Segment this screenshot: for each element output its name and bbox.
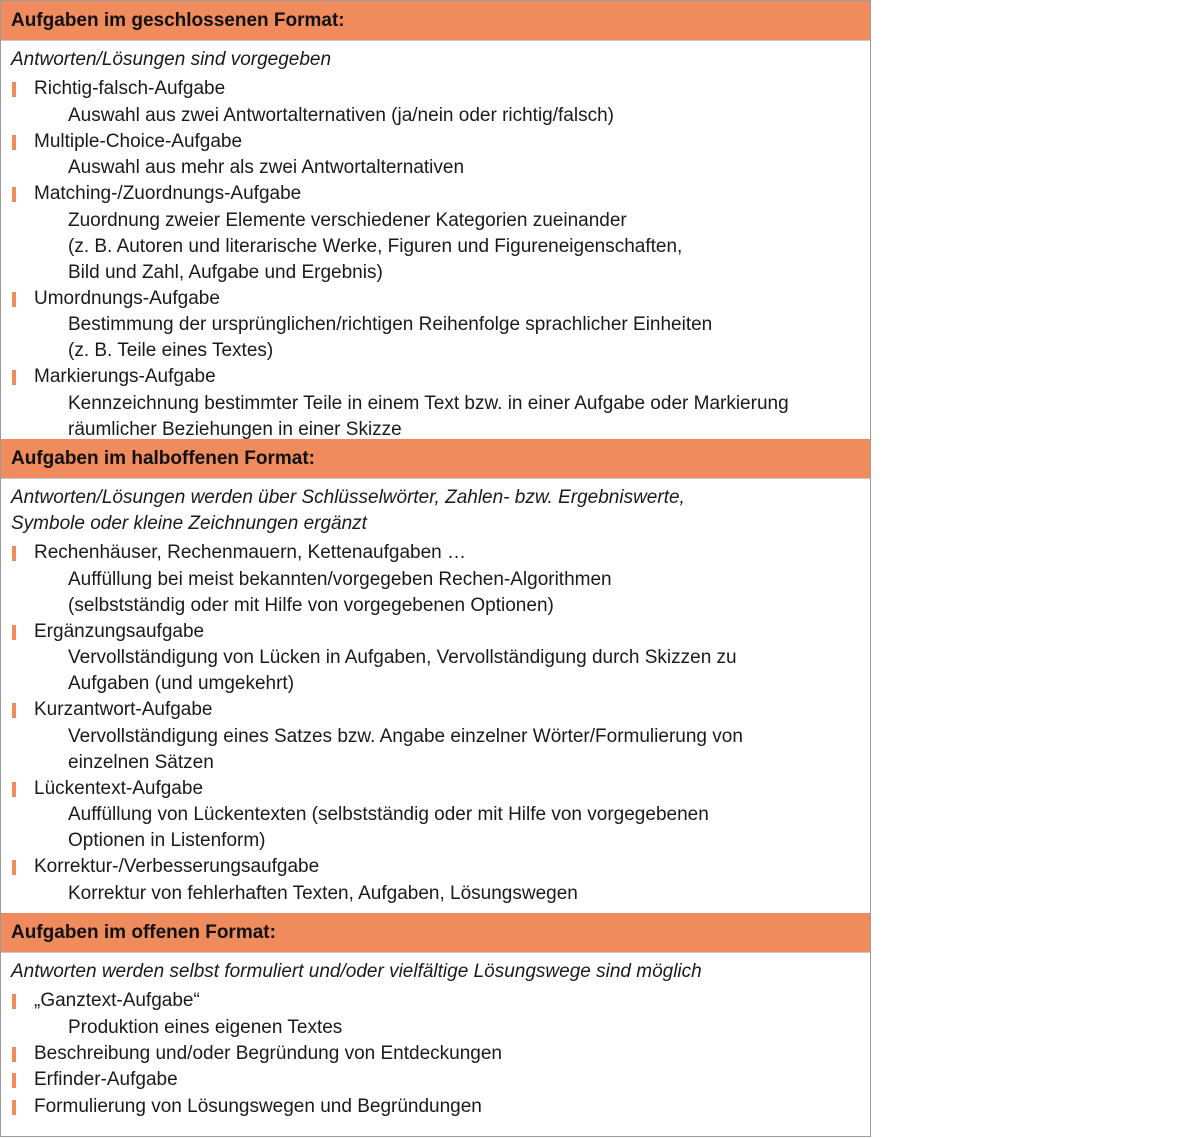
- item-title: Formulierung von Lösungswegen und Begründungen: [34, 1095, 482, 1117]
- item-title: Multiple-Choice-Aufgabe: [34, 130, 243, 152]
- item-title: „Ganztext-Aufgabe“: [34, 990, 200, 1011]
- bullet-bar-icon: [12, 860, 16, 875]
- bullet-bar-icon: [12, 135, 16, 150]
- section-intro: Antworten/Lösungen sind vorgegeben: [11, 49, 332, 70]
- section-header: Aufgaben im halboffenen Format:: [1, 439, 870, 479]
- item-description: Auswahl aus zwei Antwortalternativen (ja/nein oder richtig/falsch): [68, 104, 614, 126]
- item-title: Beschreibung und/oder Begründung von Entdeckungen: [34, 1042, 502, 1064]
- item-description: Bestimmung der ursprünglichen/richtigen Reihenfolge sprachlicher Einheiten (z. B. Teile eines Textes): [68, 314, 713, 361]
- list-item: [11, 619, 860, 698]
- item-description: Auswahl aus mehr als zwei Antwortalternativen: [68, 157, 465, 178]
- list-item: [11, 1067, 860, 1094]
- item-title: Ergänzungsaufgabe: [34, 620, 205, 642]
- section-closed-format: [1, 1, 870, 439]
- bullet-bar-icon: [12, 1073, 16, 1088]
- list-item: [11, 988, 860, 1041]
- item-title: Korrektur-/Verbesserungsaufgabe: [34, 856, 320, 877]
- list-item: [11, 286, 860, 365]
- section-body: [1, 479, 870, 913]
- list-item: [11, 181, 860, 286]
- item-description: Produktion eines eigenen Textes: [68, 1016, 343, 1038]
- item-description: Zuordnung zweier Elemente verschiedener Kategorien zueinander (z. B. Autoren und literarische Werke, Figuren und Figureneigenschaften, Bild und Zahl, Aufgabe und Ergebnis): [68, 209, 683, 283]
- list-item: [11, 76, 860, 129]
- list-item: [11, 697, 860, 776]
- list-item: [11, 364, 860, 443]
- section-intro: Antworten/Lösungen werden über Schlüsselwörter, Zahlen- bzw. Ergebniswerte, Symbole oder kleine Zeichnungen ergänzt: [11, 487, 685, 534]
- bullet-bar-icon: [12, 292, 16, 307]
- item-title: Kurzantwort-Aufgabe: [34, 699, 213, 720]
- item-description: Vervollständigung von Lücken in Aufgaben, Vervollständigung durch Skizzen zu Aufgaben (und umgekehrt): [68, 647, 737, 694]
- item-title: Erfinder-Aufgabe: [34, 1069, 178, 1090]
- section-header: Aufgaben im offenen Format:: [1, 913, 870, 953]
- item-title: Markierungs-Aufgabe: [34, 366, 216, 387]
- bullet-bar-icon: [12, 625, 16, 640]
- list-item: [11, 1041, 860, 1068]
- item-description: Auffüllung bei meist bekannten/vorgegeben Rechen-Algorithmen (selbstständig oder mit Hilfe von vorgegebenen Optionen): [68, 568, 612, 616]
- item-description: Kennzeichnung bestimmter Teile in einem Text bzw. in einer Aufgabe oder Markierung räumlicher Beziehungen in einer Skizze: [68, 392, 789, 440]
- section-open-format: [1, 913, 870, 1136]
- bullet-bar-icon: [12, 1047, 16, 1062]
- task-list: [11, 988, 860, 1120]
- list-item: [11, 129, 860, 182]
- item-title: Richtig-falsch-Aufgabe: [34, 78, 226, 99]
- bullet-bar-icon: [12, 546, 16, 561]
- bullet-bar-icon: [12, 782, 16, 797]
- bullet-bar-icon: [12, 703, 16, 718]
- section-semi-open-format: [1, 439, 870, 913]
- item-description: Vervollständigung eines Satzes bzw. Angabe einzelner Wörter/Formulierung von einzelnen Sätzen: [68, 725, 743, 773]
- task-list: [11, 76, 860, 443]
- list-item: [11, 776, 860, 855]
- item-title: Umordnungs-Aufgabe: [34, 287, 220, 309]
- bullet-bar-icon: [12, 994, 16, 1009]
- bullet-bar-icon: [12, 82, 16, 97]
- item-title: Lückentext-Aufgabe: [34, 777, 204, 799]
- item-description: Korrektur von fehlerhaften Texten, Aufgaben, Lösungswegen: [68, 882, 578, 904]
- bullet-bar-icon: [12, 370, 16, 385]
- list-item: [11, 854, 860, 907]
- list-item: [11, 1094, 860, 1121]
- bullet-bar-icon: [12, 1100, 16, 1115]
- item-description: Auffüllung von Lückentexten (selbstständig oder mit Hilfe von vorgegebenen Optionen in Listenform): [68, 804, 709, 851]
- section-body: [1, 953, 870, 1136]
- list-item: [11, 540, 860, 619]
- item-title: Rechenhäuser, Rechenmauern, Kettenaufgaben …: [34, 542, 467, 563]
- section-header: Aufgaben im geschlossenen Format:: [1, 1, 870, 41]
- section-body: [1, 41, 870, 439]
- item-title: Matching-/Zuordnungs-Aufgabe: [34, 183, 302, 204]
- section-intro: Antworten werden selbst formuliert und/oder vielfältige Lösungswege sind möglich: [11, 961, 702, 982]
- bullet-bar-icon: [12, 187, 16, 202]
- task-list: [11, 540, 860, 907]
